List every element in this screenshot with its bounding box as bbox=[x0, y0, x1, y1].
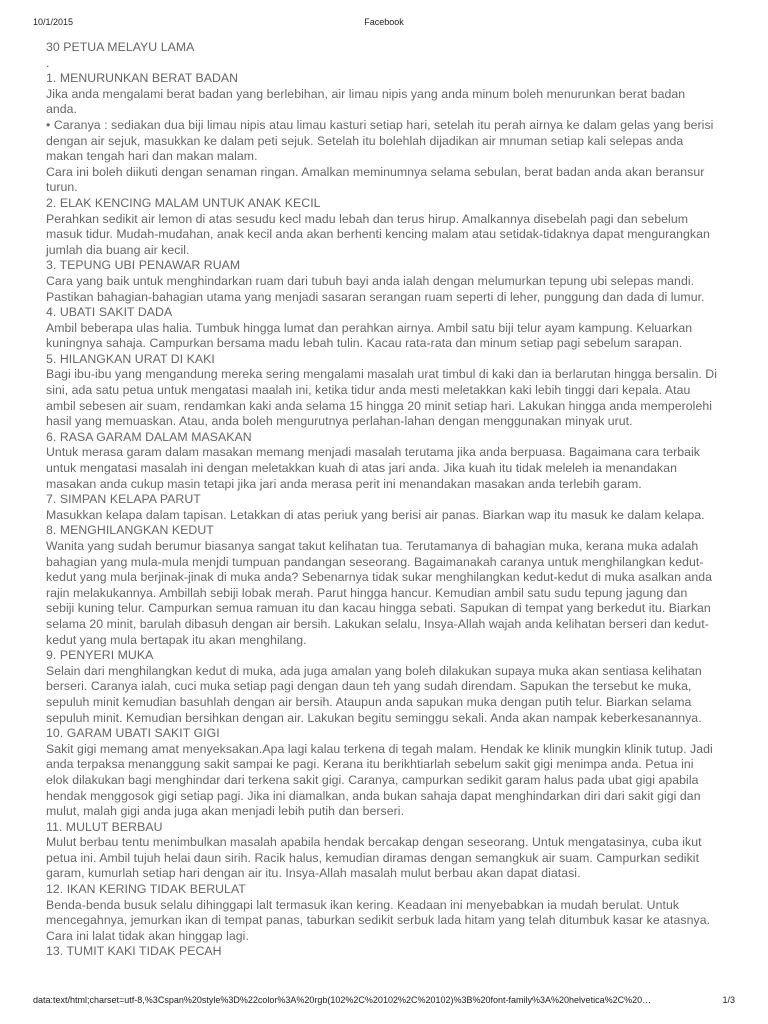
article-sections bbox=[46, 71, 718, 960]
section-paragraph: Jika anda mengalami berat badan yang berlebihan, air limau nipis yang anda minum boleh menurunkan berat badan anda. bbox=[46, 86, 686, 117]
section-heading: 5. HILANGKAN URAT DI KAKI bbox=[46, 351, 215, 366]
section-paragraph: Cara yang baik untuk menghindarkan ruam dari tubuh bayi anda ialah dengan melumurkan tepung ubi selepas mandi. Pastikan bahagian-bahagian utama yang menjadi sasaran serangan ruam seperti di leher, punggung dan dada di lumur. bbox=[46, 273, 705, 304]
section-paragraph: Sakit gigi memang amat menyeksakan.Apa lagi kalau terkena di tegah malam. Hendak ke klinik mungkin klinik tutup. Jadi anda terpaksa menanggung sakit sampai ke pagi. Kerana itu berikhtiarlah sebelum sakit gigi menimpa anda. Petua ini elok dilakukan bagi menghindar dari terkena sakit gigi. Caranya, campurkan sedikit garam halus pada ubat gigi apabila hendak menggosok gigi setiap pagi. Jika ini diamalkan, anda bukan sahaja dapat menghindarkan diri dari sakit gigi dan mulut, malah gigi anda juga akan menjadi lebih putih dan berseri. bbox=[46, 741, 713, 819]
section-heading: 6. RASA GARAM DALAM MASAKAN bbox=[46, 429, 252, 444]
section-heading: 11. MULUT BERBAU bbox=[46, 819, 163, 834]
section-heading: 4. UBATI SAKIT DADA bbox=[46, 305, 173, 320]
section-paragraph: Selain dari menghilangkan kedut di muka, ada juga amalan yang boleh dilakukan supaya muka akan sentiasa kelihatan berseri. Caranya ialah, cuci muka setiap pagi dengan daun teh yang sudah direndam. Sapukan the tersebut ke muka, sepuluh minit kemudian basuhlah dengan air bersih. Ataupun anda sapukan muka dengan putih telur. Biarkan selama sepuluh minit. Kemudian bersihkan dengan air. Lakukan begitu seminggu sekali. Anda akan nampak keberkesanannya. bbox=[46, 663, 702, 725]
section-paragraph: Benda-benda busuk selalu dihinggapi lalt termasuk ikan kering. Keadaan ini menyebabkan ia mudah berulat. Untuk mencegahnya, jemurkan ikan di tempat panas, taburkan sedikit serbuk lada hitam yang telah ditumbuk kasar ke atasnya. Cara ini lalat tidak akan hinggap lagi. bbox=[46, 897, 711, 943]
section-heading: 1. MENURUNKAN BERAT BADAN bbox=[46, 71, 239, 86]
section-heading: 3. TEPUNG UBI PENAWAR RUAM bbox=[46, 258, 241, 273]
section-heading: 13. TUMIT KAKI TIDAK PECAH bbox=[46, 944, 222, 959]
article-body bbox=[46, 40, 718, 960]
section-heading: 12. IKAN KERING TIDAK BERULAT bbox=[46, 882, 246, 897]
print-footer bbox=[33, 995, 735, 1009]
section-paragraph: Perahkan sedikit air lemon di atas sesudu kecl madu lebah dan terus hirup. Amalkannya disebelah pagi dan sebelum masuk tidur. Mudah-mudahan, anak kecil anda akan berhenti kencing malam atau setidak-tidaknya dapat mengurangkan jumlah dia buang air kecil. bbox=[46, 211, 710, 257]
section-paragraph: • Caranya : sediakan dua biji limau nipis atau limau kasturi setiap hari, setelah itu perah airnya ke dalam gelas yang berisi dengan air sejuk, masukkan ke dalam peti sejuk. Setelah itu bolehlah dijadikan air mnuman setiap kali selepas anda makan tengah hari dan makan malam. bbox=[46, 117, 714, 164]
section-paragraph: Cara ini boleh diikuti dengan senaman ringan. Amalkan meminumnya selama sebulan, berat badan anda akan beransur turun. bbox=[46, 164, 705, 195]
print-date: 10/1/2015 bbox=[33, 17, 74, 27]
section-paragraph: Masukkan kelapa dalam tapisan. Letakkan di atas periuk yang berisi air panas. Biarkan wap itu masuk ke dalam kelapa. bbox=[46, 507, 705, 522]
section-paragraph: Mulut berbau tentu menimbulkan masalah apabila hendak bercakap dengan seseorang. Untuk mengatasinya, cuba ikut petua ini. Ambil tujuh helai daun sirih. Racik halus, kemudian diramas dengan semangkuk air suam. Campurkan sedikit garam, kumurlah setiap hari dengan air itu. Insya-Allah masalah mulut berbau akan dapat diatasi. bbox=[46, 835, 702, 881]
section-heading: 10. GARAM UBATI SAKIT GIGI bbox=[46, 726, 220, 741]
print-page-number: 1/3 bbox=[722, 995, 735, 1005]
print-source-url: data:text/html;charset=utf-8,%3Cspan%20style%3D%22color%3A%20rgb(102%2C%20102%2C%20102)%3B%20font-family%3A%20helvetica%2C%20… bbox=[33, 995, 652, 1005]
article-title: 30 PETUA MELAYU LAMA bbox=[46, 40, 195, 54]
article-separator-dot: . bbox=[46, 55, 50, 70]
section-paragraph: Wanita yang sudah berumur biasanya sangat takut kelihatan tua. Terutamanya di bahagian muka, kerana muka adalah bahagian yang mula-mula menjdi tumpuan pandangan seseorang. Bagaimanakah caranya untuk menghilangkan kedut-kedut yang mula berjinak-jinak di muka anda? Sebenarnya tidak sukar menghilangkan kedut-kedut di muka asalkan anda rajin melakukannya. Ambillah sebiji lobak merah. Parut hingga hancur. Kemudian ambil satu sudu tepung jagung dan sebiji kuning telur. Campurkan semua ramuan itu dan kacau hingga sebati. Sapukan di tempat yang berkedut itu. Biarkan selama 20 minit, barulah dibasuh dengan air bersih. Lakukan selalu, Insya-Allah wajah anda kelihatan berseri dan kedut-kedut yang mula bertapak itu akan menghilang. bbox=[46, 539, 713, 647]
print-page-title: Facebook bbox=[364, 17, 404, 27]
section-heading: 9. PENYERI MUKA bbox=[46, 648, 154, 663]
section-heading: 8. MENGHILANGKAN KEDUT bbox=[46, 523, 214, 538]
section-heading: 7. SIMPAN KELAPA PARUT bbox=[46, 492, 201, 507]
section-heading: 2. ELAK KENCING MALAM UNTUK ANAK KECIL bbox=[46, 195, 321, 210]
section-paragraph: Ambil beberapa ulas halia. Tumbuk hingga lumat dan perahkan airnya. Ambil satu biji telur ayam kampung. Keluarkan kuningnya sahaja. Campurkan bersama madu lebah tulin. Kacau rata-rata dan minum setiap pagi sebelum sarapan. bbox=[46, 320, 693, 351]
section-paragraph: Bagi ibu-ibu yang mengandung mereka sering mengalami masalah urat timbul di kaki dan ia berlarutan hingga bersalin. Di sini, ada satu petua untuk mengatasi maalah ini, ketika tidur anda mesti meletakkan kaki lebih tinggi dari kepala. Atau ambil sebesen air suam, rendamkan kaki anda selama 15 hingga 20 minit setiap hari. Lakukan hingga anda memperolehi hasil yang memuaskan. Atau, anda boleh mengurutnya perlahan-lahan dengan menggunakan minyak urut. bbox=[46, 367, 717, 429]
section-paragraph: Untuk merasa garam dalam masakan memang menjadi masalah terutama jika anda berpuasa. Bagaimana cara terbaik untuk mengatasi masalah ini dengan meletakkan kuah di atas jari anda. Jika kuah itu tidak meleleh ia menandakan masakan anda cukup masin tetapi jika jari anda merasa perit ini menandakan masakan anda terlebih garam. bbox=[46, 445, 701, 491]
print-header bbox=[33, 17, 735, 31]
